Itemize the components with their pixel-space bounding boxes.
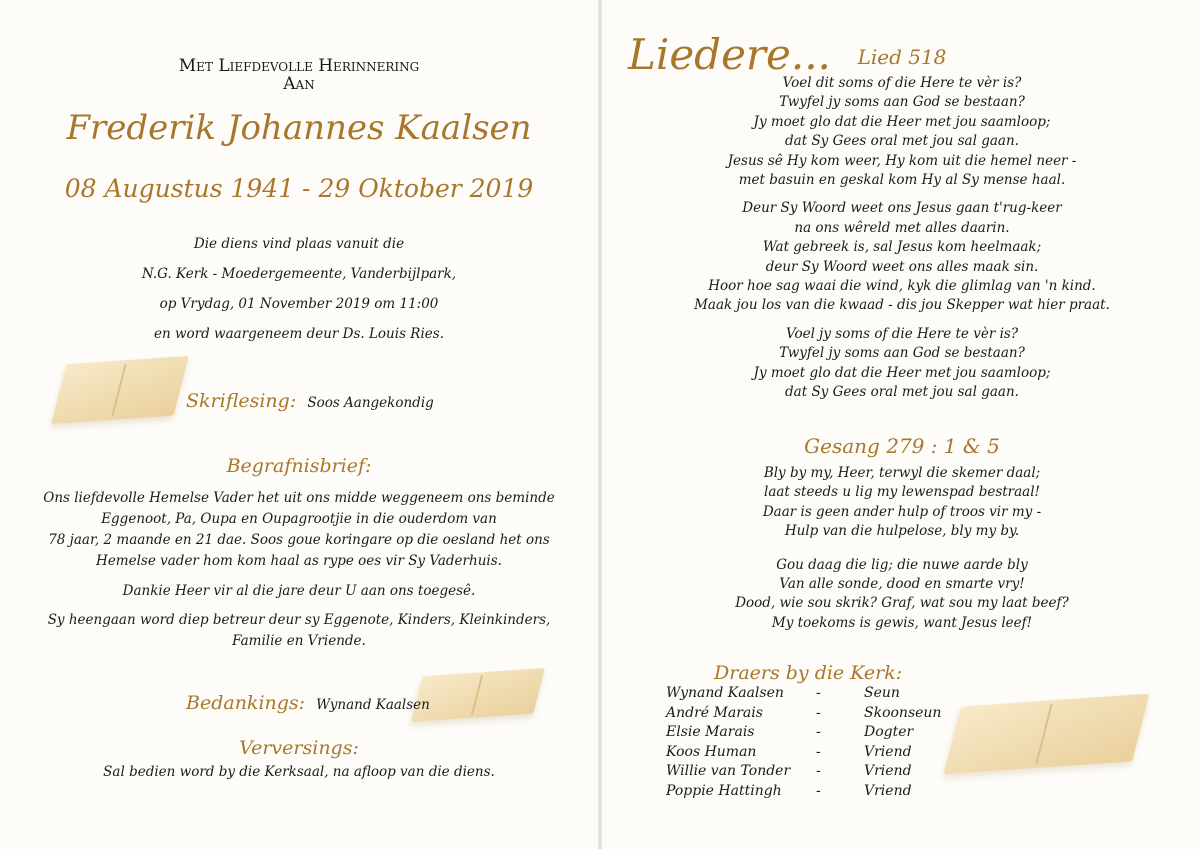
service-line: Die diens vind plaas vanuit die bbox=[193, 236, 405, 252]
letter-thanks-line: Dankie Heer vir al die jare deur U aan ons toegesê. bbox=[122, 583, 476, 599]
bearer-row bbox=[666, 724, 986, 744]
verse-line: Twyfel jy soms aan God se bestaan? bbox=[779, 345, 1025, 362]
verse-line: deur Sy Woord weet ons alles maak sin. bbox=[765, 258, 1039, 275]
verse-line: My toekoms is gewis, want Jesus leef! bbox=[771, 614, 1033, 631]
bearer-relation: Vriend bbox=[864, 763, 912, 779]
bearer-row bbox=[666, 705, 986, 725]
life-dates: 08 Augustus 1941 - 29 Oktober 2019 bbox=[64, 174, 534, 203]
letter-line: Hemelse vader hom kom haal as rype oes vir Sy Vaderhuis. bbox=[96, 553, 502, 569]
verse-line: Hulp van die hulpelose, bly my by. bbox=[784, 523, 1020, 540]
service-line: op Vrydag, 01 November 2019 om 11:00 bbox=[159, 296, 439, 312]
thanks-section bbox=[186, 692, 430, 714]
bearers-title: Draers by die Kerk: bbox=[714, 662, 903, 684]
reading-value: Soos Aangekondig bbox=[307, 395, 434, 411]
verse-line: dat Sy Gees oral met jou sal gaan. bbox=[785, 133, 1019, 150]
verse-line: Twyfel jy soms aan God se bestaan? bbox=[779, 94, 1025, 111]
open-bible-illustration bbox=[411, 668, 545, 722]
thanks-label: Bedankings: bbox=[186, 692, 306, 714]
bearer-relation: Skoonseun bbox=[864, 704, 942, 721]
verse-line: Dood, wie sou skrik? Graf, wat sou my laat beef? bbox=[735, 595, 1069, 612]
verse-line: dat Sy Gees oral met jou sal gaan. bbox=[785, 384, 1019, 401]
song1-verse1 bbox=[662, 74, 1142, 190]
verse-line: Voel dit soms of die Here te vèr is? bbox=[782, 75, 1022, 91]
memorial-heading: Met Liefdevolle Herinnering bbox=[178, 56, 420, 76]
bearer-row bbox=[666, 783, 986, 803]
memorial-heading-to: Aan bbox=[283, 74, 315, 94]
song1-title: Lied 518 bbox=[857, 45, 947, 69]
verse-line: Maak jou los van die kwaad - dis jou Skepper wat hier praat. bbox=[694, 297, 1110, 314]
open-bible-illustration bbox=[51, 356, 189, 424]
bearer-row bbox=[666, 685, 986, 705]
letter-line: Familie en Vriende. bbox=[232, 633, 366, 649]
bearer-dash: - bbox=[816, 782, 821, 799]
bearer-relation: Seun bbox=[864, 685, 900, 701]
verse-line: Bly by my, Heer, terwyl die skemer daal; bbox=[763, 465, 1041, 481]
bearer-name: Willie van Tonder bbox=[666, 763, 791, 779]
song2-verse2 bbox=[662, 556, 1142, 634]
bearer-row bbox=[666, 763, 986, 783]
bearer-name: Poppie Hattingh bbox=[666, 782, 782, 799]
right-page bbox=[602, 0, 1200, 849]
song2-verses bbox=[662, 464, 1142, 633]
bearer-dash: - bbox=[816, 743, 821, 760]
verse-line: Van alle sonde, dood en smarte vry! bbox=[779, 576, 1025, 593]
service-line: N.G. Kerk - Moedergemeente, Vanderbijlpark, bbox=[141, 266, 457, 282]
reading-section bbox=[186, 390, 434, 412]
refreshments-text: Sal bedien word by die Kerksaal, na afloop van die diens. bbox=[103, 764, 495, 780]
song2-verse1 bbox=[662, 464, 1142, 542]
verse-line: met basuin en geskal kom Hy al Sy mense haal. bbox=[738, 172, 1066, 189]
verse-line: na ons wêreld met alles daarin. bbox=[794, 219, 1010, 236]
bearer-name: Koos Human bbox=[666, 743, 757, 760]
service-line: en word waargeneem deur Ds. Louis Ries. bbox=[154, 326, 444, 342]
verse-line: Jy moet glo dat die Heer met jou saamloop; bbox=[753, 364, 1051, 381]
letter-line: Eggenoot, Pa, Oupa en Oupagrootjie in die ouderdom van bbox=[101, 511, 497, 527]
verse-line: laat steeds u lig my lewenspad bestraal! bbox=[764, 484, 1040, 501]
letter-line: Sy heengaan word diep betreur deur sy Eggenote, Kinders, Kleinkinders, bbox=[47, 612, 551, 628]
verse-line: Voel jy soms of die Here te vèr is? bbox=[785, 325, 1019, 342]
song2-title: Gesang 279 : 1 & 5 bbox=[804, 434, 1000, 458]
bearer-row bbox=[666, 744, 986, 764]
verse-line: Deur Sy Woord weet ons Jesus gaan t'rug-keer bbox=[742, 200, 1062, 217]
letter-line: Ons liefdevolle Hemelse Vader het uit ons midde weggeneem ons beminde bbox=[43, 490, 555, 506]
song1-verses bbox=[662, 74, 1142, 403]
reading-label: Skriflesing: bbox=[186, 390, 297, 412]
bearer-name: Elsie Marais bbox=[666, 724, 755, 740]
bearer-name: André Marais bbox=[666, 704, 763, 721]
bearer-relation: Vriend bbox=[864, 782, 912, 799]
refreshments-label: Verversings: bbox=[239, 737, 359, 759]
deceased-name: Frederik Johannes Kaalsen bbox=[66, 108, 532, 148]
bearer-dash: - bbox=[816, 685, 821, 701]
bearers-list bbox=[666, 685, 986, 802]
thanks-value: Wynand Kaalsen bbox=[316, 697, 430, 713]
bearer-name: Wynand Kaalsen bbox=[666, 685, 784, 701]
songs-title: Liedere... bbox=[628, 30, 831, 79]
bearer-relation: Dogter bbox=[864, 724, 914, 740]
song1-verse2 bbox=[662, 199, 1142, 315]
letter-label: Begrafnisbrief: bbox=[226, 455, 372, 477]
verse-line: Hoor hoe sag waai die wind, kyk die glimlag van 'n kind. bbox=[708, 278, 1096, 295]
bearer-dash: - bbox=[816, 724, 821, 740]
bearer-dash: - bbox=[816, 763, 821, 779]
bearer-dash: - bbox=[816, 704, 821, 721]
verse-line: Gou daag die lig; die nuwe aarde bly bbox=[776, 556, 1028, 573]
left-page bbox=[0, 0, 598, 849]
song1-verse3 bbox=[662, 325, 1142, 403]
bearer-relation: Vriend bbox=[864, 743, 912, 760]
letter-line: 78 jaar, 2 maande en 21 dae. Soos goue koringare op die oesland het ons bbox=[48, 532, 550, 548]
open-bible-illustration bbox=[943, 694, 1149, 775]
verse-line: Jy moet glo dat die Heer met jou saamloop; bbox=[753, 113, 1051, 130]
verse-line: Daar is geen ander hulp of troos vir my - bbox=[762, 503, 1042, 520]
verse-line: Wat gebreek is, sal Jesus kom heelmaak; bbox=[762, 239, 1042, 256]
verse-line: Jesus sê Hy kom weer, Hy kom uit die hemel neer - bbox=[727, 152, 1077, 169]
